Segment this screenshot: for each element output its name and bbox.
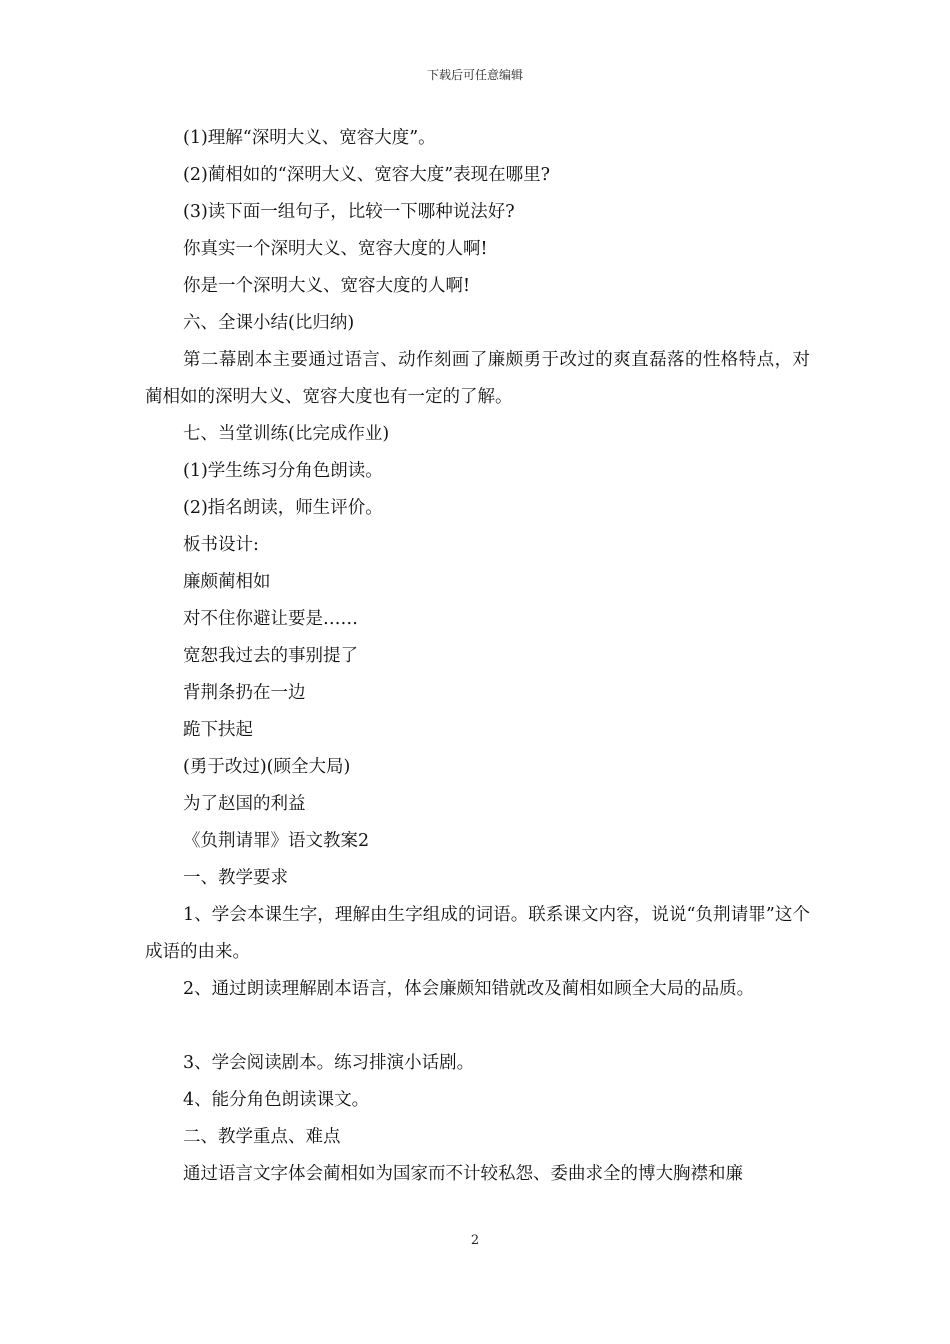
text-line: 廉颇蔺相如 [183, 572, 271, 592]
text-line: 你真实一个深明大义、宽容大度的人啊! [183, 239, 488, 259]
section-heading: 七、当堂训练(比完成作业) [183, 424, 390, 444]
paragraph: 第二幕剧本主要通过语言、动作刻画了廉颇勇于改过的爽直磊落的性格特点，对蔺相如的深明大义、宽容大度也有一定的了解。 [145, 350, 810, 407]
text-line: 3、学会阅读剧本。练习排演小话剧。 [183, 1053, 475, 1073]
text-line: 2、通过朗读理解剧本语言，体会廉颇知错就改及蔺相如顾全大局的品质。 [183, 979, 755, 999]
text-line: 跪下扶起 [183, 720, 253, 740]
blank-line [145, 1008, 810, 1045]
section-heading: 一、教学要求 [183, 868, 288, 888]
text-line: (2)蔺相如的“深明大义、宽容大度”表现在哪里? [183, 165, 551, 185]
section-heading: 六、全课小结(比归纳) [183, 313, 355, 333]
text-line: (1)理解“深明大义、宽容大度”。 [183, 128, 436, 148]
page-number: 2 [470, 1233, 480, 1248]
text-line: 对不住你避让要是…… [183, 609, 358, 629]
text-line: 板书设计: [183, 535, 259, 555]
text-line: 背荆条扔在一边 [183, 683, 306, 703]
text-line: 你是一个深明大义、宽容大度的人啊! [183, 276, 471, 296]
paragraph: 1、学会本课生字，理解由生字组成的词语。联系课文内容，说说“负荆请罪”这个成语的由来。 [145, 905, 810, 962]
section-heading: 二、教学重点、难点 [183, 1127, 341, 1147]
text-line: (2)指名朗读，师生评价。 [183, 498, 383, 518]
text-line: 4、能分角色朗读课文。 [183, 1090, 370, 1110]
page-header: 下载后可任意编辑 [426, 68, 523, 82]
text-line: 通过语言文字体会蔺相如为国家而不计较私怨、委曲求全的博大胸襟和廉 [183, 1164, 743, 1184]
document-title: 《负荆请罪》语文教案2 [183, 831, 370, 851]
text-line: (勇于改过)(顾全大局) [183, 757, 351, 777]
text-line: (1)学生练习分角色朗读。 [183, 461, 383, 481]
text-line: 为了赵国的利益 [183, 794, 306, 814]
document-body [145, 120, 810, 1193]
text-line: (3)读下面一组句子，比较一下哪种说法好? [183, 202, 515, 222]
text-line: 宽恕我过去的事别提了 [183, 646, 358, 666]
